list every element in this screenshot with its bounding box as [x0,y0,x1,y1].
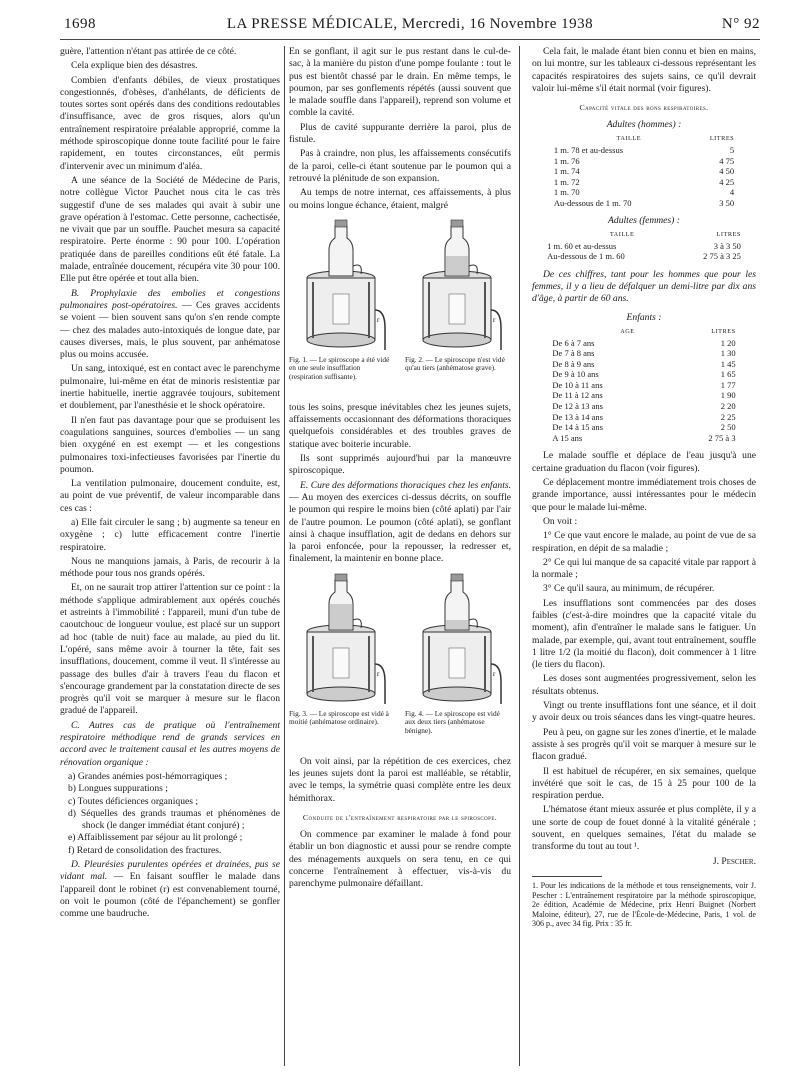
section-e-text: — Au moyen des exercices ci-dessus décrits, on souffle le poumon qui respire le moins bien (côté aplati) par l'air de l'autre poumon. Le poumon (côté aplati), se gonflant ainsi à chaque insufflation, agit de dedans en dehors sur la paroi enfoncée, pour la repousser, la redresser et, finalement, la maintenir en bonne place. [289,491,511,565]
paragraph: Un sang, intoxiqué, est en contact avec le parenchyme pulmonaire, lui-même en état de minoris resistentiæ par inertie habituelle, inertie aggravée toujours, subitement et doublement, par l'anesthésie et le shock opératoire. [60,363,280,412]
table-cell: 2 75 à 3 25 [703,251,741,262]
table-row [551,166,737,177]
paragraph: 2° Ce qui lui manque de sa capacité vitale par rapport à la normale ; [532,556,756,581]
list-item: e) Affaiblissement par séjour au lit prolongé ; [68,832,243,844]
table-cell: 1 77 [720,379,736,390]
table-cell: De 12 à 13 ans [552,401,603,412]
table-row [551,177,737,188]
paragraph: Il n'en faut pas davantage pour que se produisent les coagulations sanguines, sources d'embolies — un sang bien oxygéné en est exempt — et les congestions pulmonaires toxi-infectieuses favorisées par l'inertie du poumon. [60,414,280,475]
table-row [551,145,737,156]
paragraph: Combien d'enfants débiles, de vieux prostatiques congestionnés, d'obèses, d'anhélants, de déficients de toutes sortes sont opérés dans des conditions redoutables d'insuffisance, avec de gros risques, alors qu'un entraînement respiratoire préalable approprié, comme la méthode spiroscopique donne toute facilité pour le faire rapidement, en toutes circonstances, eût permis d'intervenir avec un minimum d'aléa. [60,74,280,172]
spiroscope-illustration [289,216,393,354]
table-cell: 1 65 [720,369,736,380]
section-b [60,288,280,362]
section-d-text: — En faisant souffler le malade dans l'appareil dont le robinet (r) est convenablement tourné, on voit le poumon (côté de l'épanchement) se gonfler comme une baudruche. [60,871,281,920]
table-cell: De 11 à 12 ans [552,390,603,401]
column-header: LITRES [716,230,741,238]
paragraph: a) Elle fait circuler le sang ; b) augmente sa teneur en oxygène ; c) lutte efficacement contre l'inertie respiratoire. [60,516,280,553]
paragraph: Cela explique bien des désastres. [71,60,198,72]
table-title: Capacité vitale des bons respiratoires. [579,103,709,113]
figure-3 [289,570,393,727]
section-e [289,480,511,566]
children-label: Enfants : [626,311,662,323]
table-row [551,187,737,198]
table-cell: 1 30 [720,348,736,359]
table-cell: 1 m. 76 [553,155,580,166]
paragraph: On commence par examiner le malade à fond pour établir un bon diagnostic et aussi pour se rendre compte des ménagements auxquels on sera tenu, en ce qui concerne l'entraînement à effectuer, vis-à-vis du parenchyme pulmonaire défaillant. [289,828,511,890]
table-cell: De 9 à 10 ans [552,369,599,380]
paragraph: 1° Ce que vaut encore le malade, au point de vue de sa respiration, en dépit de sa maladie ; [532,530,756,554]
table-cell: 1 m. 74 [553,166,580,177]
paragraph: Le malade souffle et déplace de l'eau jusqu'à une certaine graduation du flacon (voir figures). [532,450,756,474]
column-2 [289,46,511,892]
table-cell: 3 50 [719,198,735,209]
paragraph: De ces chiffres, tant pour les hommes que pour les femmes, il y a lieu de défalquer un demi-litre par dix ans d'âge, à partir de 60 ans. [532,268,756,305]
table-row [549,422,738,433]
paragraph: Ce déplacement montre immédiatement trois choses de grande importance, aussi intéressantes pour le médecin que pour le malade lui-même. [532,477,756,513]
table-row [551,156,737,167]
paragraph: En se gonflant, il agit sur le pus restant dans le cul-de-sac, à la manière du piston d'une pompe foulante : tout le pus est bientôt chassé par le drain. En même temps, le poumon, par ses gonflements répétés (aussi souvent que le malade souffle dans l'appareil), reprend son volume et comble la cavité. [289,46,511,119]
author-signature: J. Pescher. [712,855,756,867]
table-cell: 2 75 à 3 [708,432,736,443]
page-number: 1698 [64,16,96,32]
svg-text:r: r [493,669,496,678]
figure-4-caption: Fig. 4. — Le spiroscope est vidé aux deux tiers (anhématose bénigne). [405,708,500,735]
table-cell: De 7 à 8 ans [552,348,595,359]
figures-3-4 [289,570,511,752]
figure-2-caption: Fig. 2. — Le spiroscope n'est vidé qu'au tiers (anhématose grave). [405,354,505,373]
list-item: c) Toutes déficiences organiques ; [68,795,199,807]
table-row [549,348,738,359]
section-b-text: — Ces graves accidents se voient — bien souvent sans qu'on s'en rende compte — chez des malades auto-intoxiqués de longue date, par causes diverses, mais, le plus souvent, par anhématose plus ou moins accusée. [60,299,281,361]
table-row [549,359,738,370]
paragraph: guère, l'attention n'étant pas attirée de ce côté. [60,46,237,57]
svg-text:r: r [377,669,380,678]
children-table [549,327,738,444]
table-row [549,412,738,423]
table-cell: 4 50 [719,166,735,177]
paragraph: Les doses sont augmentées progressivement, selon les résultats obtenus. [532,673,756,697]
issue-number: N° 92 [721,16,760,32]
paragraph: Les insufflations sont commencées par des doses faibles (c'est-à-dire moindres que la capacité vitale du moment), afin d'entraîner le malade sans le fatiguer. Un malade, par exemple, qui, avant tout entraînement, souffle 1 litre 1/2 (la moitié du flacon), doit commencer à 1 litre (le tiers du flacon). [532,597,756,671]
table-cell: A 15 ans [552,432,583,443]
table-cell: 2 20 [720,401,736,412]
table-cell: 4 75 [719,155,735,166]
table-cell: 1 45 [720,358,736,369]
table-cell: 5 [729,145,735,156]
table-cell: De 13 à 14 ans [552,411,603,422]
paragraph: Peu à peu, on gagne sur les zones d'inertie, et le malade assiste à ses progrès qu'il voit se marquer à mesure sur le flacon gradué. [532,726,756,763]
svg-text:r: r [377,315,380,324]
table-row [549,433,738,444]
table-cell: 4 25 [719,176,735,187]
table-cell: 1 m. 72 [553,176,580,187]
paragraph: Et, on ne saurait trop attirer l'attention sur ce point : la méthode s'applique admirablement aux opérés couchés et astreints à l'immobilité : l'appareil, muni d'un tube de caoutchouc de longueur voulue, est placé sur un support ad hoc (table de nuit) face au malade, au pied du lit. L'opéré, sans même avoir à tourner la tête, fait ses insufflations, doucement, comme il veut. Il s'intéresse au passage des bulles d'air à travers l'eau du flacon et s'encourage grandement par la constatation directe de ses progrès qu'il voit se marquer à mesure sur le flacon gradué de l'appareil. [60,582,280,717]
table-row [549,380,738,391]
column-header: LITRES [709,135,735,143]
table-row [549,401,738,412]
figure-2 [405,216,509,373]
section-heading: Conduite de l'entraînement respiratoire par le spiroscope. [302,812,498,822]
paragraph: Il est habituel de récupérer, en six semaines, quelque invétéré que soit le cas, de 15 à 25 pour 100 de la respiration perdue. [532,765,756,802]
page-header [60,16,760,38]
list-item: f) Retard de consolidation des fractures. [68,844,222,856]
header-rule [60,39,760,40]
table-cell: 1 90 [720,390,736,401]
table-cell: 4 [729,187,735,198]
table-cell: De 8 à 9 ans [552,358,595,369]
paragraph: On voit : [543,515,578,527]
women-table [544,230,744,262]
column-1 [60,46,280,922]
paragraph: La ventilation pulmonaire, doucement conduite, est, au point de vue préventif, de valeur incomparable dans ces cas : [60,478,280,514]
figures-1-2 [289,216,511,398]
table-row [549,390,738,401]
figure-1 [289,216,393,381]
table-cell: De 10 à 11 ans [552,379,603,390]
column-header: TAILLE [616,135,642,143]
table-row [544,241,744,252]
spiroscope-illustration [405,216,509,354]
list-item: d) Séquelles des grands traumas et phénomènes de shock (le danger immédiat étant conjuré) ; [68,807,280,832]
paragraph: L'hématose étant mieux assurée et plus complète, il y a une sorte de coup de fouet donné à la vitalité générale ; souvent, en quelques semaines, l'état du malade se transforme du tout au tout ¹. [532,804,756,853]
paragraph: 3° Ce qu'il saura, au minimum, de récupérer. [543,583,715,595]
paragraph: On voit ainsi, par la répétition de ces exercices, chez les jeunes sujets dont la paroi est malléable, se rétablir, avec le temps, la symétrie quasi complète entre les deux hémithorax. [289,755,511,804]
column-rule-2 [519,46,520,1066]
spiroscope-illustration [289,570,393,708]
column-rule-1 [284,46,285,1066]
section-b-heading: B. Prophylaxie des embolies et congestions pulmonaires post-opératoires. [60,287,280,311]
table-row [549,338,738,349]
paragraph: tous les soins, presque inévitables chez les jeunes sujets, affaissements occasionnant des déformations thoraciques quelquefois considérables et des troubles graves de statique avec boiterie incurable. [289,401,511,450]
paragraph: Nous ne manquions jamais, à Paris, de recourir à la méthode pour tous nos grands opérés. [60,555,280,580]
list-item: a) Grandes anémies post-hémorragiques ; [68,770,228,782]
journal-title: LA PRESSE MÉDICALE, Mercredi, 16 Novembre 1938 [226,16,594,32]
table-cell: De 6 à 7 ans [552,337,595,348]
footnote: 1. Pour les indications de la méthode et tous renseignements, voir J. Pescher : L'entraînement respiratoire par la méthode spiroscopique, 2e édition, Académie de Médecine, prix Henri Buignet (Norbert Maloine, éditeur), 27, rue de l'École-de-Médecine, Paris, 1 vol. de 306 p., avec 34 fig. Prix : 35 fr. [532,880,756,929]
table-row [551,198,737,209]
spiroscope-illustration [405,570,509,708]
table-row [544,251,744,262]
column-header: AGE [620,327,635,335]
table-row [549,369,738,380]
column-header: TAILLE [609,230,635,238]
section-d-heading: D. Pleurésies purulentes opérées et drainées, pus se vidant mal. [60,859,280,883]
table-cell: Au-dessous de 1 m. 70 [553,198,632,209]
figure-1-caption: Fig. 1. — Le spiroscope a été vidé en une seule insufflation (respiration suffisante). [289,354,390,381]
indications-list [60,771,280,857]
paragraph: Cela fait, le malade étant bien connu et bien en mains, on lui montre, sur les tableaux ci-dessous représentant les capacités respiratoires des sujets sains, ce qu'il devrait valoir lui-même s'il était normal (voir figures). [532,46,756,94]
table-cell: 1 m. 70 [553,187,580,198]
table-cell: Au-dessous de 1 m. 60 [547,251,625,262]
men-label: Adultes (hommes) : [606,119,682,131]
paragraph: Pas à craindre, non plus, les affaissements consécutifs de la paroi, celle-ci étant soutenue par le poumon qui a retrouvé la plénitude de son expansion. [289,148,511,184]
paragraph: Vingt ou trente insufflations font une séance, et il doit y avoir deux ou trois séances dans les vingt-quatre heures. [532,700,756,724]
women-label: Adultes (femmes) : [608,214,680,226]
section-e-heading: E. Cure des déformations thoraciques chez les enfants. [300,479,511,491]
table-cell: 1 m. 78 et au-dessus [553,145,623,156]
column-3 [532,46,756,929]
table-cell: 1 m. 60 et au-dessus [547,240,617,251]
table-cell: De 14 à 15 ans [552,422,603,433]
figure-3-caption: Fig. 3. — Le spiroscope est vidé à moitié (anhématose ordinaire). [289,708,389,727]
paragraph: Au temps de notre internat, ces affaissements, à plus ou moins longue échance, étaient, malgré [289,187,511,211]
paragraph: A une séance de la Société de Médecine de Paris, notre collègue Victor Pauchet nous cita le cas très suggestif d'une de ses malades qui avait à subir une grave opération à l'estomac. Cette personne, cachectisée, ne vivait que par un souffle. Pauchet mesura sa capacité respiratoire. Perte énorme : 90 pour 100. L'opération pratiquée dans de pareilles conditions eût été fatale. La malade, entraînée doucement, récupéra vite 30 pour 100. Elle put être opérée et tout alla bien. [60,174,280,285]
footnote-rule [532,876,602,877]
svg-text:r: r [493,315,496,324]
men-table [551,134,737,208]
table-cell: 2 50 [720,422,736,433]
table-cell: 1 20 [720,337,736,348]
paragraph: Ils sont supprimés aujourd'hui par la manœuvre spiroscopique. [289,453,511,477]
list-item: b) Longues suppurations ; [68,783,168,795]
figure-4 [405,570,509,735]
table-cell: 3 à 3 50 [713,240,741,251]
section-d [60,859,280,920]
column-header: LITRES [711,327,736,335]
table-cell: 2 25 [720,411,736,422]
section-c-heading: C. Autres cas de pratique où l'entraînement respiratoire méthodique rend de grands services en accord avec le traitement causal et les autres moyens de rénovation organique : [60,719,280,768]
paragraph: Plus de cavité suppurante derrière la paroi, plus de fistule. [289,121,511,146]
